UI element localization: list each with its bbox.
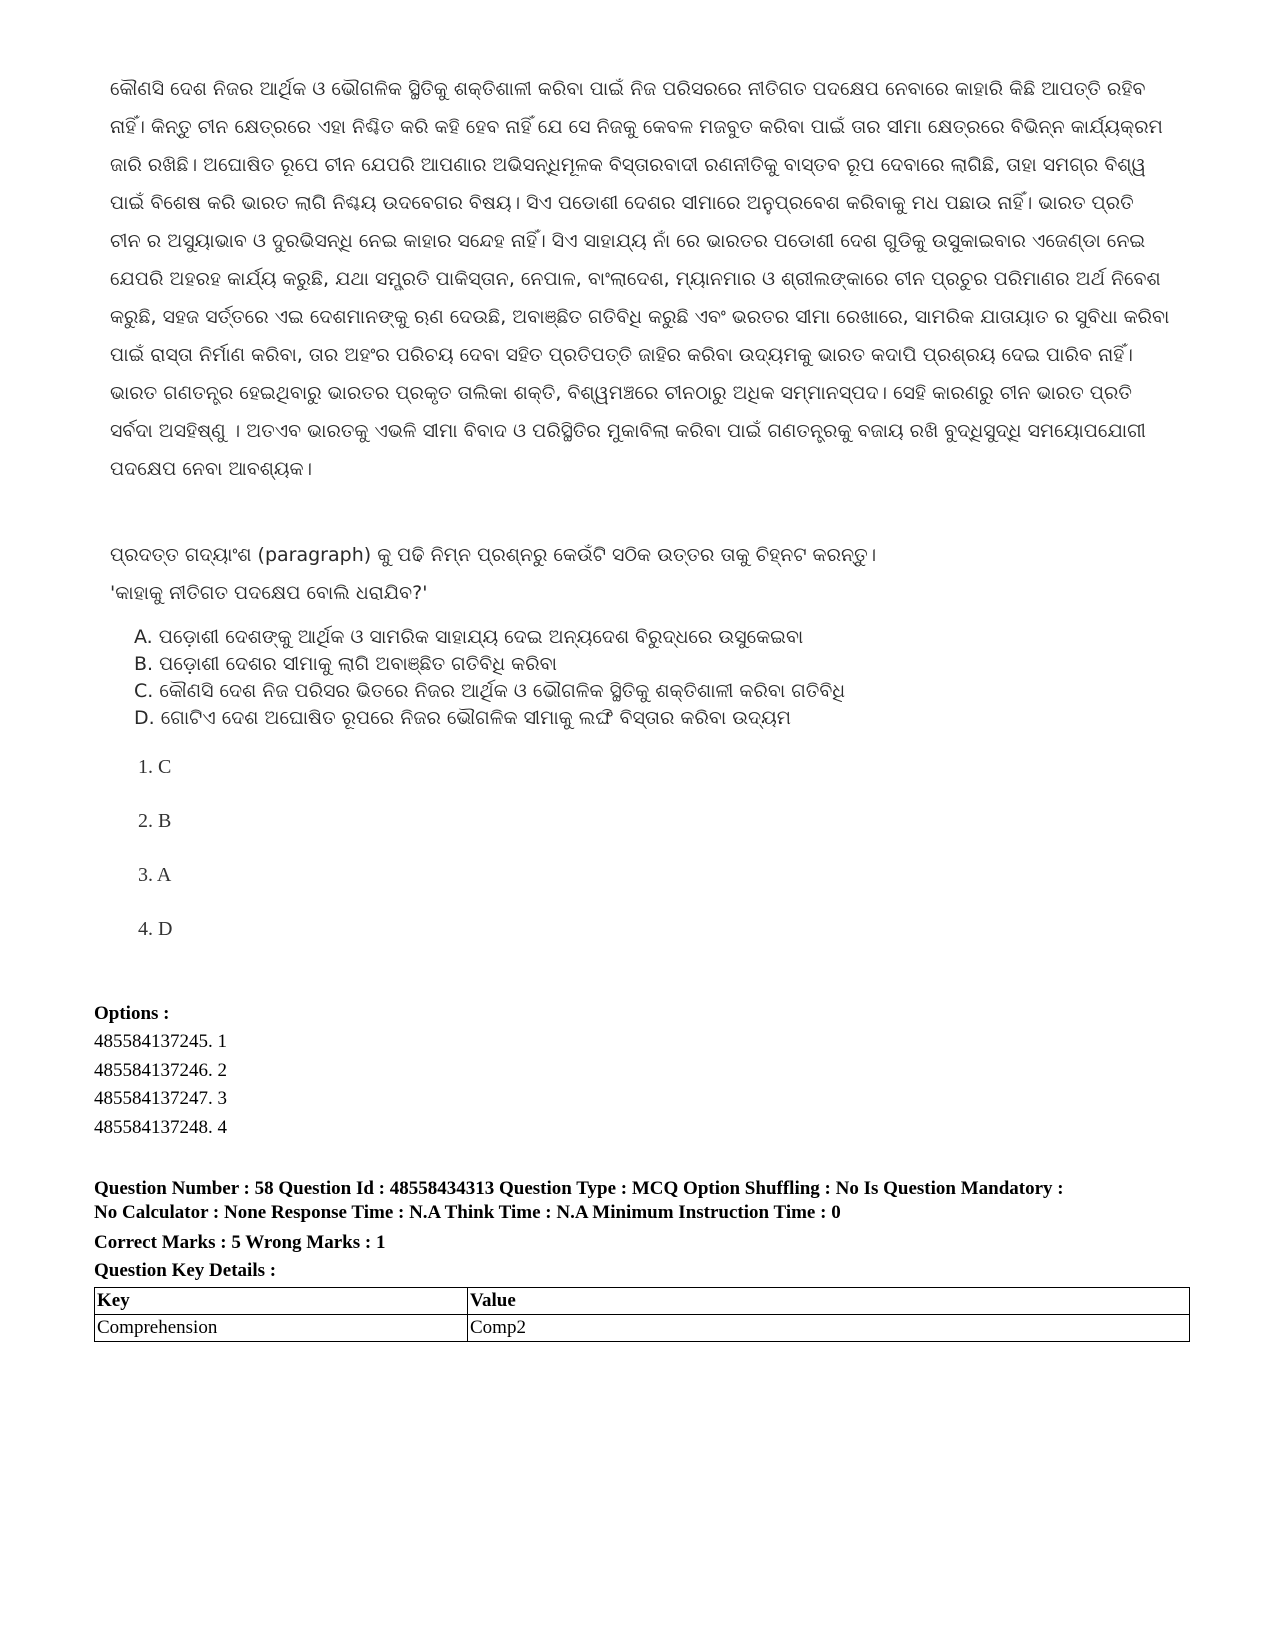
choice-item: A. ପଡ଼ୋଶୀ ଦେଶଙ୍କୁ ଆର୍ଥିକ ଓ ସାମରିକ ସାହାଯ୍ୟ ଦେଇ ଅନ୍ୟଦେଶ ବିରୁଦ୍ଧରେ ଉସୁକେଇବା (134, 626, 804, 648)
answer-item: 4. D (138, 918, 173, 940)
choice-list (134, 624, 1170, 732)
scanned-question-image (110, 70, 1170, 970)
option-id: 485584137247. 3 (94, 1088, 227, 1109)
question-metadata (94, 1000, 1194, 1342)
answer-list (138, 754, 1170, 970)
table-row (95, 1315, 1190, 1342)
key-details-table (94, 1287, 1190, 1342)
option-id: 485584137245. 1 (94, 1031, 227, 1052)
choice-item: C. କୌଣସି ଦେଶ ନିଜ ପରିସର ଭିତରେ ନିଜର ଆର୍ଥିକ ଓ ଭୌଗଳିକ ସ୍ଥିତିକୁ ଶକ୍ତିଶାଳୀ କରିବା ଗତିବିଧି (134, 680, 846, 702)
choice-item: D. ଗୋଟିଏ ଦେଶ ଅଘୋଷିତ ରୂପରେ ନିଜର ଭୌଗଳିକ ସୀମାକୁ ଲଙ୍ଘି ବିସ୍ତାର କରିବା ଉଦ୍ୟମ (134, 707, 791, 729)
question-info-line: Question Number : 58 Question Id : 48558434313 Question Type : MCQ Option Shuffling : No Is Question Mandatory : (94, 1178, 1064, 1199)
choice-item: B. ପଡ଼ୋଶୀ ଦେଶର ସୀମାକୁ ଲାଗି ଅବାଞ୍ଛିତ ଗତିବିଧି କରିବା (134, 653, 557, 675)
question-instruction: ପ୍ରଦତ୍ତ ଗଦ୍ୟାଂଶ (paragraph) କୁ ପଢି ନିମ୍ନ ପ୍ରଶ୍ନରୁ କେଉଁଟି ସଠିକ ଉତ୍ତର ତାକୁ ଚିହ୍ନଟ କରନ୍ତୁ। (110, 544, 877, 566)
answer-item: 3. A (138, 864, 172, 886)
options-label: Options : (94, 1003, 170, 1024)
table-header-key: Key (95, 1288, 468, 1315)
question-info-line: No Calculator : None Response Time : N.A Think Time : N.A Minimum Instruction Time : 0 (94, 1202, 841, 1223)
table-header-row (95, 1288, 1190, 1315)
table-cell-key: Comprehension (95, 1315, 468, 1342)
marks-line: Correct Marks : 5 Wrong Marks : 1 (94, 1232, 386, 1253)
key-details-label: Question Key Details : (94, 1260, 277, 1281)
option-id: 485584137246. 2 (94, 1059, 227, 1081)
table-cell-value: Comp2 (468, 1315, 1190, 1342)
option-id: 485584137248. 4 (94, 1116, 227, 1138)
answer-item: 2. B (138, 810, 172, 832)
table-header-value: Value (468, 1288, 1190, 1315)
question-text: 'କାହାକୁ ନୀତିଗତ ପଦକ୍ଷେପ ବୋଲି ଧରାଯିବ?' (110, 582, 428, 604)
comprehension-paragraph: କୌଣସି ଦେଶ ନିଜର ଆର୍ଥିକ ଓ ଭୌଗଳିକ ସ୍ଥିତିକୁ ଶକ୍ତିଶାଳୀ କରିବା ପାଇଁ ନିଜ ପରିସରରେ ନୀତିଗତ ପଦକ୍ଷେପ ନେବାରେ କାହାରି କିଛି ଆପତ୍ତି ରହିବ ନାହିଁ। କିନ୍ତୁ ଚୀନ କ୍ଷେତ୍ରରେ ଏହା ନିଶ୍ଚିତ କରି କହି ହେବ ନାହିଁ ଯେ ସେ ନିଜକୁ କେବଳ ମଜବୁତ କରିବା ପାଇଁ ତାର ସୀମା କ୍ଷେତ୍ରରେ ବିଭିନ୍ନ କାର୍ଯ୍ୟକ୍ରମ ଜାରି ରଖିଛି। ଅଘୋଷିତ ରୂପେ ଚୀନ ଯେପରି ଆପଣାର ଅଭିସନ୍ଧିମୂଳକ ବିସ୍ତାରବାଦୀ ରଣନୀତିକୁ ବାସ୍ତବ ରୂପ ଦେବାରେ ଲାଗିଛି, ତାହା ସମଗ୍ର ବିଶ୍ୱ ପାଇଁ ବିଶେଷ କରି ଭାରତ ଲାଗି ନିଶ୍ଚୟ ଉଦବେଗର ବିଷୟ। ସିଏ ପଡୋଶୀ ଦେଶର ସୀମାରେ ଅନୁପ୍ରବେଶ କରିବାକୁ ମଧ ପଛାଉ ନାହିଁ। ଭାରତ ପ୍ରତି ଚୀନ ର ଅସୁୟାଭାବ ଓ ଦୁରଭିସନ୍ଧି ନେଇ କାହାର ସନ୍ଦେହ ନାହିଁ। ସିଏ ସାହାଯ୍ୟ ନାଁ ରେ ଭାରତର ପଡୋଶୀ ଦେଶ ଗୁଡିକୁ ଉସୁକାଇବାର ଏଜେଣ୍ଡା ନେଇ ଯେପରି ଅହରହ କାର୍ଯ୍ୟ କରୁଛି, ଯଥା ସମ୍ପ୍ରତି ପାକିସ୍ତାନ, ନେପାଳ, ବାଂଲାଦେଶ, ମ୍ୟାନମାର ଓ ଶ୍ରୀଲଙ୍କାରେ ଚୀନ ପ୍ରଚୁର ପରିମାଣର ଅର୍ଥ ନିବେଶ କରୁଛି, ସହଜ ସର୍ତ୍ତରେ ଏଇ ଦେଶମାନଙ୍କୁ ଋଣ ଦେଉଛି, ଅବାଞ୍ଛିତ ଗତିବିଧି କରୁଛି ଏବଂ ଭରତର ସୀମା ରେଖାରେ, ସାମରିକ ଯାତାୟାତ ର ସୁବିଧା କରିବା ପାଇଁ ରାସ୍ତା ନିର୍ମାଣ କରିବା, ତାର ଅହଂର ପରିଚୟ ଦେବା ସହିତ ପ୍ରତିପତ୍ତି ଜାହିର କରିବା ଉଦ୍ୟମକୁ ଭାରତ କଦାପି ପ୍ରଶ୍ରୟ ଦେଇ ପାରିବ ନାହିଁ। ଭାରତ ଗଣତନ୍ତ୍ର ହେଇଥିବାରୁ ଭାରତର ପ୍ରକୃତ ତାଲିକା ଶକ୍ତି, ବିଶ୍ୱମଞ୍ଚରେ ଚୀନଠାରୁ ଅଧିକ ସମ୍ମାନସ୍ପଦ। ସେହି କାରଣରୁ ଚୀନ ଭାରତ ପ୍ରତି ସର୍ବଦା ଅସହିଷ୍ଣୁ । ଅତଏବ ଭାରତକୁ ଏଭଳି ସୀମା ବିବାଦ ଓ ପରିସ୍ଥିତିର ମୁକାବିଲା କରିବା ପାଇଁ ଗଣତନ୍ତ୍ରକୁ ବଜାୟ ରଖି ବୁଦ୍ଧିସୁଦ୍ଧି ସମୟୋପଯୋଗୀ ପଦକ୍ଷେପ ନେବା ଆବଶ୍ୟକ। (110, 78, 1170, 480)
question-info (94, 1177, 1194, 1225)
answer-item: 1. C (138, 756, 172, 778)
